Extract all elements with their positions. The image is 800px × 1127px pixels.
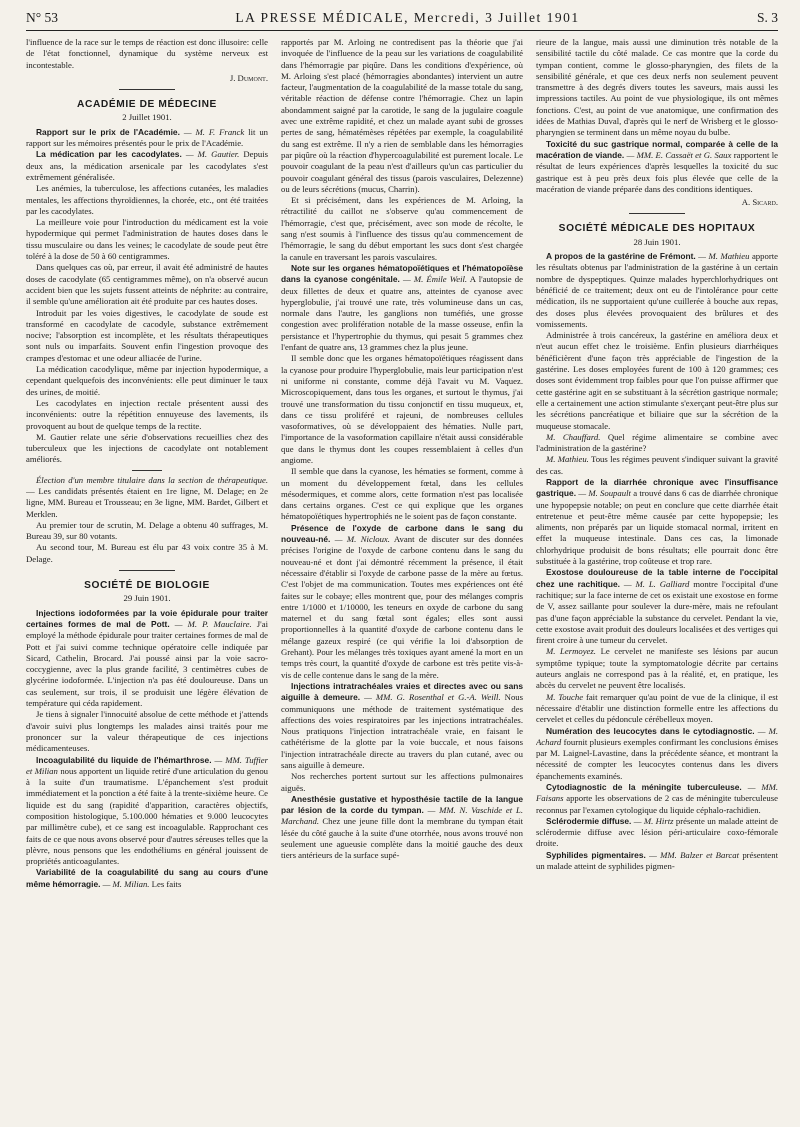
- paragraph: Il semble que dans la cyanose, les hématies se forment, comme à un moment du développement fœtal, dans les cellules mésodermiques, et comme alors, cette formation n'est pas localisée dans certains organes. C'est ce qui explique que les organes hématopoïétiques hypertrophiés ne le soient pas de façon constante.: [281, 466, 523, 522]
- signature: A. Sicard.: [741, 197, 778, 208]
- paragraph: Introduit par les voies digestives, le cacodylate de soude est transformé en cacodylate de cacodyle, substance extrêmement nocive; l'absorption est incomplète, et les résultats thérapeutiques sont nuls ou imparfaits. Souvent enfin l'ingestion provoque des crampes d'estomac et une odeur alliacée de l'urine.: [26, 307, 268, 363]
- paragraph: La meilleure voie pour l'introduction du médicament est la voie hypodermique qui permet l'administration de hautes doses dans le tissu musculaire ou dans les veines; le cacodylate de soude peut être toléré à la dose de 50 à 60 centigrammes.: [26, 217, 268, 262]
- paragraph: Cytodiagnostic de la méningite tuberculeuse. — MM. Faisans apporte les observations de 2 cas de méningite tuberculeuse reconnus par l'examen cytologique du liquide céphalo-rachidien.: [536, 782, 778, 815]
- paragraph: Rapport sur le prix de l'Académie. — M. F. Franck lit un rapport sur les mémoires présentés pour le prix de l'Académie.: [26, 126, 268, 149]
- paragraph: Numération des leucocytes dans le cytodiagnostic. — M. Achard fournit plusieurs exemples confirmant les conclusions émises par M. Laignel-Lavastine, dans la précédente séance, et montrant la nécessité de compter les leucocytes contenus dans les divers épanchements examinés.: [536, 725, 778, 781]
- paragraph: La médication cacodylique, même par injection hypodermique, a cependant quelquefois des inconvénients: elle peut diminuer le taux des urines, de moitié.: [26, 364, 268, 397]
- paragraph: M. Touche fait remarquer qu'au point de vue de la clinique, il est nécessaire d'établir une distinction formelle entre les affections du cervelet et celles du pédoncule cérébelleux moyen.: [536, 691, 778, 725]
- paragraph: M. Mathieu. Tous les régimes peuvent s'indiquer suivant la gravité des cas.: [536, 454, 778, 476]
- section-date: 29 Juin 1901.: [123, 593, 171, 604]
- paragraph: Au second tour, M. Bureau est élu par 43 voix contre 35 à M. Delage.: [26, 542, 268, 564]
- paragraph: La médication par les cacodylates. — M. Gautier. Depuis deux ans, la médication arsenicale par les cacodylates s'est extrêmement généralisée.: [26, 149, 268, 182]
- signature: J. Dumont.: [229, 72, 268, 83]
- paragraph: Je tiens à signaler l'innocuité absolue de cette méthode et j'attends d'avoir suivi plus longtemps les malades ainsi traités pour me prononcer sur la valeur thérapeutique de ces injections médicamenteuses.: [26, 709, 268, 754]
- paragraph: M. Lermoyez. Le cervelet ne manifeste ses lésions par aucun symptôme typique; toute la symptomatologie décrite par certains auteurs anglais ne correspond pas à la réalité, et, en pratique, les abcès du cervelet ne peuvent être localisés.: [536, 646, 778, 691]
- paragraph: M. Gautier relate une série d'observations recueillies chez des tuberculeux que les injections de cacodylate ont notablement améliorés.: [26, 431, 268, 465]
- paragraph: A propos de la gastérine de Frémont. — M. Mathieu apporte les résultats obtenus par l'administration de la gastérine à un certain nombre de dyspeptiques. Quinze malades hyperchlorhydriques ont bénéficié de ce traitement; deux ont eu de l'intolérance pour cette médication, ils ne supportaient qu'une cuillerée à bouche aux repas, des doses plus élevées provoquaient des brûlures et des vomissements.: [536, 251, 778, 329]
- paragraph: Sclérodermie diffuse. — M. Hirtz présente un malade atteint de sclérodermie diffuse avec lésion péri-articulaire coxo-fémorale droite.: [536, 815, 778, 849]
- paragraph: Présence de l'oxyde de carbone dans le sang du nouveau-né. — M. Nicloux. Avant de discuter sur des données précises l'origine de l'oxyde de carbone contenu dans le sang du nouveau-né et dont j'ai démontré récemment la présence, il était nécessaire d'établir si l'oxyde de carbone passe de la mère au fœtus. C'est l'objet de ma communication. Toutes mes expériences ont été faites sur le cobaye; elles montrent que, pour des mélanges compris entre 1/1000 et 1/10000, les teneurs en oxyde de carbone du sang maternel et du sang fœtal sont égales; elles sont aussi proportionnelles à la quantité d'oxyde de carbone contenu dans le mélange gazeux respiré (ce qui vérifie la loi d'absorption de Grehant). Pour les mélanges très toxiques ayant amené la mort en un temps très court, la quantité d'oxyde de carbone est très petite vis-à-vis de celle contenue dans le sang de la mère.: [281, 522, 523, 680]
- column-3: [536, 37, 778, 1127]
- paragraph: Note sur les organes hématopoïétiques et l'hématopoïèse dans la cyanose congénitale. — M. Émile Weil. A l'autopsie de deux fillettes de deux et quatre ans, atteintes de cyanose avec hyperglobulie, j'ai trouvé une rate, très volumineuse dans un cas, normale dans l'autre, les ganglions non tuméfiés, une grosse congestion avec prolifération notable de la masse osseuse, enfin la persistance et l'hypertrophie du thymus, qui pesait 5 grammes chez l'enfant de quatre ans, 13 grammes chez la plus jeune.: [281, 262, 523, 353]
- section-title: ACADÉMIE DE MÉDECINE: [77, 99, 217, 111]
- paragraph: Injections iodoformées par la voie épidurale pour traiter certaines formes de mal de Pott. — M. P. Mauclaire. J'ai employé la méthode épidurale pour traiter certaines formes de mal de Pott et j'ai suivi comme technique opératoire celle indiquée par Sicard, Cathelin, Brocard. J'ai poussé ainsi par la voie sacro-coccygienne, avec la plus grande facilité, 3 centimètres cubes de glycérine iodoformée. L'injection n'a pas été douloureuse. Dans un cas seulement, sur trois, il se produisit une légère élévation de température qui céda rapidement.: [26, 607, 268, 709]
- divider: [119, 570, 175, 571]
- paragraph: M. Chauffard. Quel régime alimentaire se combine avec l'administration de la gastérine?: [536, 431, 778, 454]
- paragraph: Variabilité de la coagulabilité du sang au cours d'une même hémorragie. — M. Milian. Les faits: [26, 867, 268, 889]
- paragraph: Dans quelques cas où, par erreur, il avait été administré de hautes doses de cacodylate (65 centigrammes même), on n'a observé aucun accident bien que les sujets fussent atteints de néphrite: au contraire, il semble qu'une amélioration ait été produite par ces hautes doses.: [26, 262, 268, 307]
- divider: [132, 470, 162, 471]
- paragraph: Syphilides pigmentaires. — MM. Balzer et Barcat présentent un malade atteint de syphilides pigmen-: [536, 849, 778, 872]
- divider: [629, 213, 685, 214]
- columns: [26, 37, 778, 1127]
- paragraph: Au premier tour de scrutin, M. Delage a obtenu 40 suffrages, M. Bureau 39, sur 80 votants.: [26, 519, 268, 542]
- paragraph: Toxicité du suc gastrique normal, comparée à celle de la macération de viande. — MM. E. Cassaët et G. Saux rapportent le résultat de leurs expériences d'après lesquelles la toxicité du suc gastrique est à peu près deux fois plus élevée que celle de la macération de viande préparée dans des conditions identiques.: [536, 138, 778, 194]
- journal-title: LA PRESSE MÉDICALE, Mercredi, 3 Juillet 1901: [235, 10, 580, 25]
- divider: [119, 89, 175, 90]
- section-date: 28 Juin 1901.: [633, 236, 681, 247]
- paragraph: Incoagulabilité du liquide de l'hémarthrose. — MM. Tuffier et Milian nous apportent un liquide retiré d'une articulation du genou à la suite d'un traumatisme. L'épanchement s'est produit immédiatement et la ponction a été faite à la trente-sixième heure. Ce liquide est du sang (rapidité d'apparition, caractères objectifs, composition histologique, 5.100.000 hématies et 9.000 leucocytes par millimètre cube), et ce sang est incoagulable. Rapprochant ces faits de ce que nous avons observé pour d'autres séreuses telles que la plèvre, nous pensons que les endothéliums en général jouissent de propriétés anticoagulantes.: [26, 754, 268, 867]
- paragraph: Rapport de la diarrhée chronique avec l'insuffisance gastrique. — M. Soupault a trouvé dans 6 cas de diarrhée chronique une hypopepsie notable; on peut en conclure que cette diarrhée était entretenue et peut-être même causée par cette hypopepsie; les aliments, non préparés par un liquide stomacal normal, irritent en effet la muqueuse intestinale. Dans ces cas, la limonade chlorhydrique produisit de bons résultats; elle pourrait donc être substituée à la gastérine, trop coûteuse et trop rare.: [536, 476, 778, 567]
- paragraph: Anesthésie gustative et hyposthésie tactile de la langue par lésion de la corde du tympan. — MM. N. Vaschide et L. Marchand. Chez une jeune fille dont la membrane du tympan était lésée du côté gauche à la suite d'une otorrhée, nous avons trouvé non seulement une agueusie complète dans la moitié gauche des deux tiers antérieurs de la surface supé-: [281, 793, 523, 861]
- page-header: [26, 10, 778, 31]
- paragraph: Il semble donc que les organes hématopoïétiques réagissent dans la cyanose pour produire l'hyperglobulie, mais leur participation n'est ni uniforme ni constante, comme déjà l'avait vu M. Vaquez. Microscopiquement, dans tous les organes, et surtout le thymus, j'ai trouvé une transformation du tissu conjonctif en tissu muqueux, et, dans ce tissu proliféré et rajeuni, de nombreuses cellules vasoformatives, où se développaient des hématies. Nulle part, l'importance de la vasoformation capillaire n'était aussi considérable que dans le thymus dont les coupes ressemblaient à celles d'un angiome.: [281, 353, 523, 465]
- paragraph: Administrée à trois cancéreux, la gastérine en améliora deux et n'eut aucun effet chez le troisième. Enfin plusieurs diarrhéiques bénéficièrent d'une façon très appréciable de l'ingestion de la gastérine. Les doses employées furent de 100 à 120 grammes; ces doses sont évidemment trop faibles pour que l'on puisse affirmer que cette gastérine agit en se substituant à la sécrétion gastrique normale; elle a certainement une action stimulante s'exerçant peut-être plus sur les sécrétions pancréatique et biliaire que sur la sécrétion de la muqueuse stomacale.: [536, 330, 778, 431]
- page-number: N° 53: [26, 10, 59, 25]
- paragraph: Les anémies, la tuberculose, les affections cutanées, les maladies mentales, les affections thyroïdiennes, la chorée, etc., ont été traitées par les cacodylates.: [26, 183, 268, 216]
- column-2: [281, 37, 523, 1127]
- paragraph: l'influence de la race sur le temps de réaction est donc illusoire: celle de l'état fonctionnel, dynamique du système nerveux est incontestable.: [26, 37, 268, 70]
- section-title: SOCIÉTÉ DE BIOLOGIE: [84, 580, 210, 592]
- section-date: 2 Juillet 1901.: [122, 112, 172, 123]
- column-1: [26, 37, 268, 1127]
- section-title: SOCIÉTÉ MÉDICALE DES HOPITAUX: [558, 223, 756, 235]
- paragraph: Élection d'un membre titulaire dans la section de thérapeutique. — Les candidats présentés étaient en 1re ligne, M. Delage; en 2e ligne, MM. Bureau et Trousseau; en 3e ligne, MM. Bardet, Gilbert et Merklen.: [26, 474, 268, 519]
- section-mark: S. 3: [756, 10, 778, 25]
- paragraph: Injections intratrachéales vraies et directes avec ou sans aiguille à demeure. — MM. G. Rosenthal et G.-A. Weill. Nous communiquons une méthode de traitement systématique des affections des voies respiratoires par les injections intratrachéales. Nous pratiquons l'injection intratrachéale vraie, en faisant le cathétérisme de la glotte par la voie buccale, et nous faisons l'injection intratrachéale directe au travers du plan cutané, avec ou sans aiguille à demeure.: [281, 680, 523, 770]
- paragraph: rieure de la langue, mais aussi une diminution très notable de la sensibilité tactile du côté malade. Ce cas montre que la corde du tympan contient, comme le glosso-pharyngien, des filets de la sensibilité générale, et que ces deux nerfs non seulement peuvent transmettre à des degrés divers toutes les saveurs, mais aussi les impressions tactiles. Au point de vue physiologique, ils ont mêmes fonctions. C'est, au point de vue anatomique, une confirmation des idées de Mathias Duval, d'après qui le nerf de Wrisberg et le glosso-pharyngien se terminent dans un même noyau du bulbe.: [536, 37, 778, 138]
- paragraph: Nos recherches portent surtout sur les affections pulmonaires aiguës.: [281, 771, 523, 793]
- paragraph: rapportés par M. Arloing ne contredisent pas la théorie que j'ai invoquée de l'influence de la peau sur les variations de coagulabilité dans l'hémorragie par piqûre. Dans les conditions d'expérience, où M. Arloing s'est placé (hémorragies abondantes) intervient un autre facteur, l'augmentation de la coagulabilité de la masse totale du sang, véritable réaction de défense contre l'hémorragie. Chez un lapin abondamment saigné par la carotide, le sang de la jugulaire coagule avec une extrême rapidité, et chez un malade ayant subi de grosses pertes de sang, hématémèses répétées par exemple, la coagulabilité du sang est extrême. Il n'y a rien de semblable dans les hémorragies par piqûre où la réaction d'hypercoagulabilité est purement locale. Le pouvoir coagulant de la peau n'est d'ailleurs qu'un cas particulier du pouvoir coagulant général des tissus (parois vasculaires, Delezenne) ou de leurs sécrétions (mucus, Charrin).: [281, 37, 523, 194]
- paragraph: Exostose douloureuse de la table interne de l'occipital chez une rachitique. — M. L. Galliard montre l'occipital d'une rachitique; sur la face interne de cet os existait une exostose en forme de V, assez saillante pour soulever la dure-mère, mais ne refoulant pas d'une façon appréciable la substance du cervelet. Pendant la vie, cette exostose avait produit des douleurs localisées et des vertiges qui firent croire à une tumeur du cervelet.: [536, 567, 778, 646]
- paragraph: Les cacodylates en injection rectale présentent aussi des inconvénients: outre la répétition ennuyeuse des lavements, ils provoquent au bout de quelque temps de la rectite.: [26, 397, 268, 431]
- paragraph: Et si précisément, dans les expériences de M. Arloing, la rétractilité du caillot ne s'observe qu'au commencement de l'hémorragie, c'est que, précisément, avec son mode de récolte, le sang n'est soumis à l'influence des tissus qu'au commencement de l'hémorragie, le sang du début emportant les sucs dont s'est chargée la canule en traversant les parois vasculaires.: [281, 195, 523, 262]
